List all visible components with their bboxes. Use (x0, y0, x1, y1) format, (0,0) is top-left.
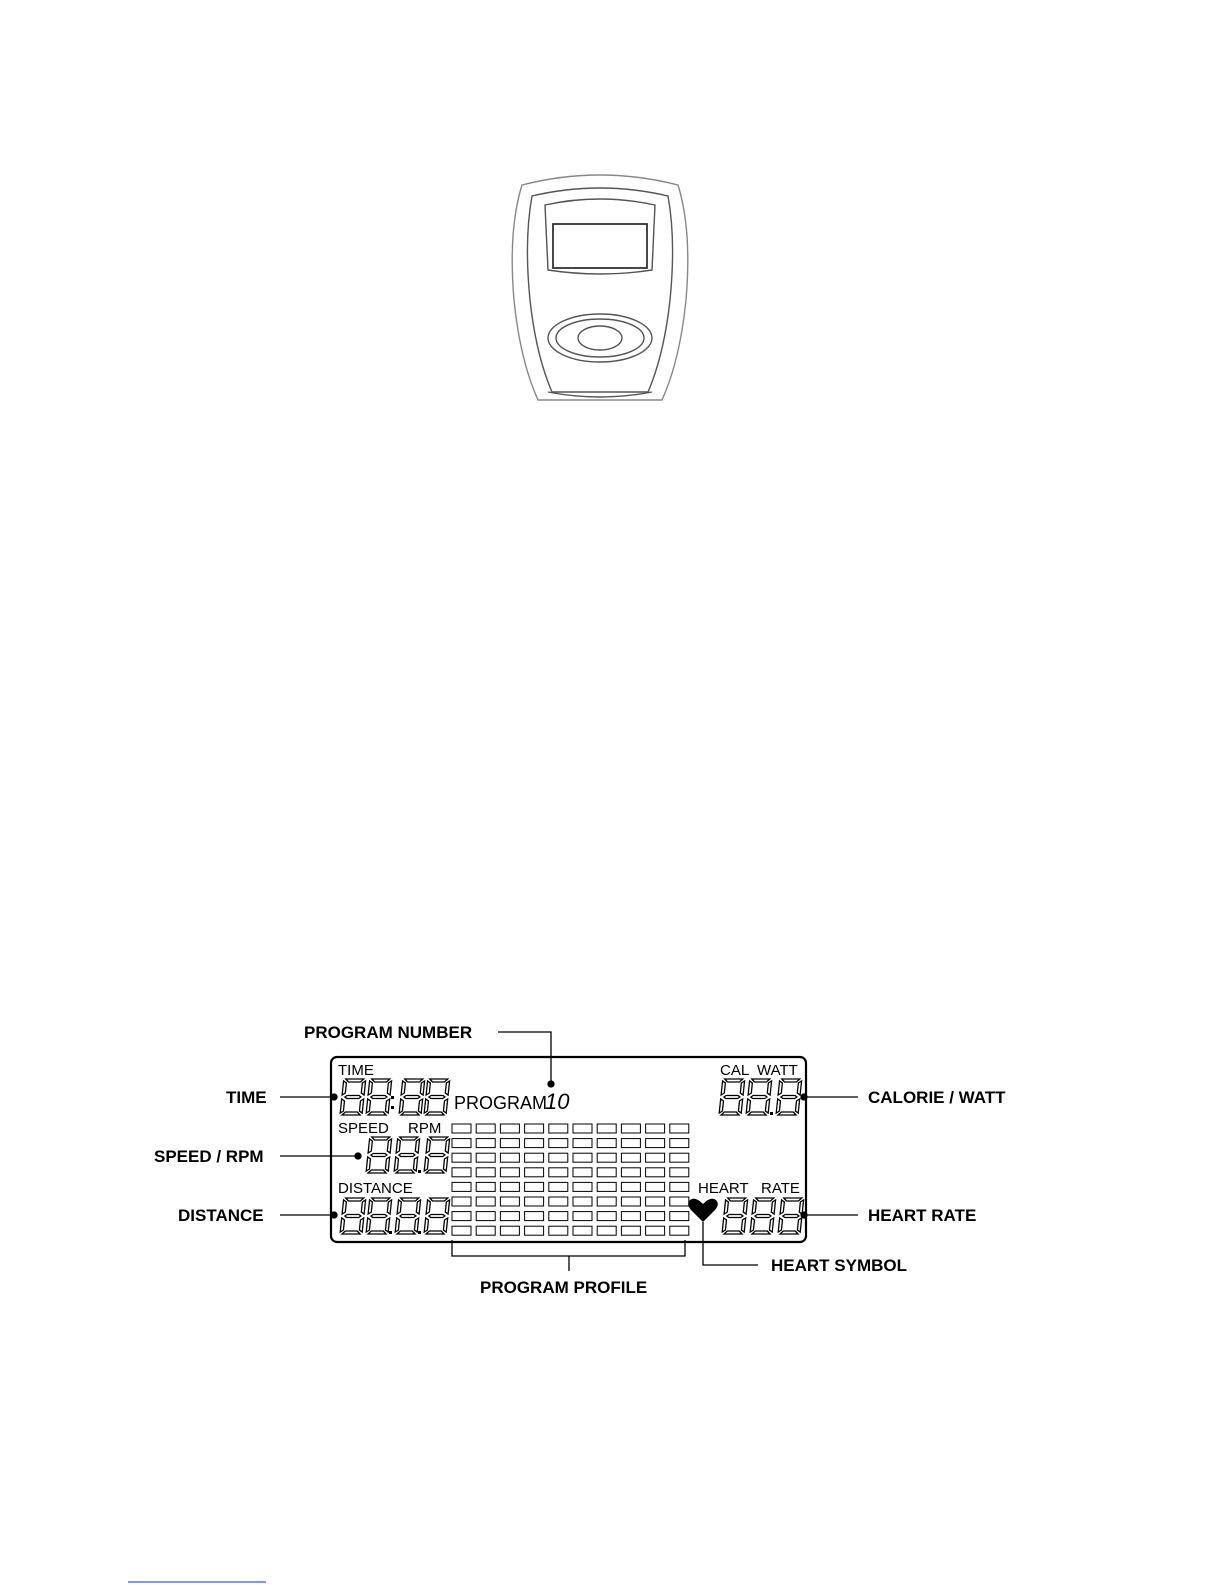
decimal-point (770, 1112, 773, 1115)
profile-cell (452, 1226, 471, 1235)
seven-segment-digit (340, 1079, 365, 1115)
profile-cell (525, 1153, 544, 1162)
profile-cell (525, 1226, 544, 1235)
profile-cell (525, 1168, 544, 1177)
profile-cell (500, 1124, 519, 1133)
profile-cell (597, 1182, 616, 1191)
lcd-program-label: PROGRAM (454, 1093, 548, 1113)
profile-cell (549, 1197, 568, 1206)
profile-cell (670, 1153, 689, 1162)
profile-cell (670, 1139, 689, 1148)
profile-cell (452, 1182, 471, 1191)
callout-heart-symbol: HEART SYMBOL (771, 1256, 907, 1275)
lcd-time-label: TIME (338, 1062, 374, 1079)
profile-cell (452, 1212, 471, 1221)
profile-cell (621, 1182, 640, 1191)
speed-rpm-digits (366, 1137, 449, 1173)
profile-cell (452, 1153, 471, 1162)
profile-cell (549, 1153, 568, 1162)
profile-cell (646, 1226, 665, 1235)
seven-segment-digit (424, 1137, 449, 1173)
heart-icon (688, 1199, 718, 1222)
callout-program-number: PROGRAM NUMBER (304, 1023, 473, 1042)
callout-time: TIME (226, 1088, 267, 1107)
program-profile-grid (452, 1124, 689, 1235)
profile-cell (646, 1212, 665, 1221)
profile-cell (452, 1124, 471, 1133)
seven-segment-digit (746, 1079, 771, 1115)
seven-segment-digit (340, 1198, 365, 1234)
profile-cell (573, 1226, 592, 1235)
profile-cell (476, 1139, 495, 1148)
profile-cell (621, 1197, 640, 1206)
profile-cell (670, 1212, 689, 1221)
profile-cell (476, 1212, 495, 1221)
profile-cell (597, 1212, 616, 1221)
profile-cell (549, 1168, 568, 1177)
profile-cell (525, 1182, 544, 1191)
seven-segment-digit (778, 1198, 803, 1234)
profile-cell (670, 1226, 689, 1235)
profile-cell (476, 1124, 495, 1133)
profile-cell (500, 1212, 519, 1221)
profile-cell (597, 1226, 616, 1235)
seven-segment-digit (366, 1079, 391, 1115)
profile-cell (597, 1124, 616, 1133)
calorie-watt-digits (719, 1079, 801, 1115)
profile-cell (646, 1139, 665, 1148)
callout-distance: DISTANCE (178, 1206, 264, 1225)
profile-cell (476, 1153, 495, 1162)
profile-cell (549, 1212, 568, 1221)
profile-cell (670, 1182, 689, 1191)
profile-cell (549, 1124, 568, 1133)
profile-cell (646, 1124, 665, 1133)
program-number-digits: 10 (545, 1089, 570, 1114)
profile-cell (573, 1197, 592, 1206)
profile-cell (549, 1226, 568, 1235)
profile-cell (500, 1153, 519, 1162)
seven-segment-digit (719, 1079, 744, 1115)
profile-cell (525, 1139, 544, 1148)
decimal-point (418, 1231, 421, 1234)
seven-segment-digit (750, 1198, 775, 1234)
lcd-distance-label: DISTANCE (338, 1180, 413, 1197)
profile-cell (646, 1182, 665, 1191)
time-digits (340, 1079, 449, 1115)
profile-cell (549, 1182, 568, 1191)
profile-cell (500, 1226, 519, 1235)
seven-segment-digit (395, 1198, 420, 1234)
profile-cell (500, 1182, 519, 1191)
seven-segment-digit (776, 1079, 801, 1115)
seven-segment-digit (722, 1198, 747, 1234)
profile-cell (573, 1182, 592, 1191)
profile-cell (621, 1124, 640, 1133)
profile-cell (500, 1197, 519, 1206)
profile-cell (646, 1153, 665, 1162)
lcd-speed-label: SPEED (338, 1120, 389, 1137)
seven-segment-digit (424, 1079, 449, 1115)
profile-cell (573, 1212, 592, 1221)
decimal-point (389, 1231, 392, 1234)
profile-cell (621, 1226, 640, 1235)
profile-cell (525, 1124, 544, 1133)
profile-cell (573, 1153, 592, 1162)
lcd-heart-label: HEART (698, 1180, 749, 1197)
seven-segment-digit (394, 1137, 419, 1173)
profile-cell (476, 1226, 495, 1235)
decimal-point (418, 1170, 421, 1173)
callout-heart-rate: HEART RATE (868, 1206, 977, 1225)
profile-cell (621, 1139, 640, 1148)
profile-cell (670, 1197, 689, 1206)
profile-cell (573, 1124, 592, 1133)
callout-speed-rpm: SPEED / RPM (154, 1147, 264, 1166)
profile-cell (597, 1139, 616, 1148)
profile-cell (500, 1168, 519, 1177)
console-icon (512, 175, 688, 400)
distance-digits (340, 1198, 449, 1234)
profile-cell (621, 1212, 640, 1221)
profile-cell (646, 1168, 665, 1177)
profile-cell (476, 1182, 495, 1191)
heart-rate-digits (722, 1198, 803, 1234)
profile-cell (452, 1168, 471, 1177)
profile-cell (476, 1197, 495, 1206)
profile-cell (670, 1124, 689, 1133)
profile-cell (452, 1139, 471, 1148)
profile-cell (549, 1139, 568, 1148)
seven-segment-digit (366, 1137, 391, 1173)
lcd-rpm-label: RPM (408, 1120, 442, 1137)
profile-cell (621, 1168, 640, 1177)
profile-cell (573, 1168, 592, 1177)
profile-cell (621, 1153, 640, 1162)
seven-segment-digit (399, 1079, 424, 1115)
seven-segment-digit (366, 1198, 391, 1234)
profile-cell (525, 1212, 544, 1221)
profile-cell (500, 1139, 519, 1148)
profile-cell (670, 1168, 689, 1177)
lcd-cal-label: CAL (720, 1062, 750, 1079)
profile-cell (476, 1168, 495, 1177)
callout-calorie-watt: CALORIE / WATT (868, 1088, 1006, 1107)
seven-segment-digit (424, 1198, 449, 1234)
profile-cell (597, 1197, 616, 1206)
profile-cell (597, 1153, 616, 1162)
profile-cell (646, 1197, 665, 1206)
lcd-rate-label: RATE (761, 1180, 800, 1197)
profile-cell (597, 1168, 616, 1177)
callout-program-profile: PROGRAM PROFILE (480, 1278, 648, 1297)
profile-cell (525, 1197, 544, 1206)
lcd-watt-label: WATT (757, 1062, 798, 1079)
time-colon (391, 1096, 394, 1109)
profile-cell (452, 1197, 471, 1206)
profile-cell (573, 1139, 592, 1148)
